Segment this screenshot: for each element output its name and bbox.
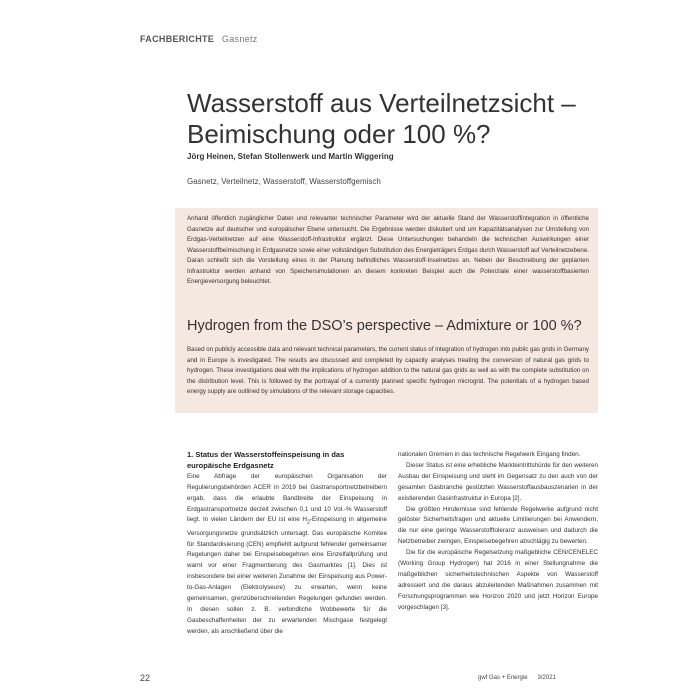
body-paragraph-3: Die größten Hindernisse sind fehlende Regelwerke aufgrund nicht gelöster Sicherheitsfragen und aktuelle Limitierungen bei Anwendern, die nur eine geringe Wasserstofftoleranz ausweisen und dadurch die Netzbetreiber zwingen, Einspeisebegehren abschlägig zu bewerten. — [398, 505, 598, 546]
body-column-right — [398, 450, 598, 614]
journal-footer — [478, 675, 556, 681]
rubric-category: FACHBERICHTE — [140, 34, 215, 44]
body-column-left — [187, 450, 387, 638]
abstract-english-title: Hydrogen from the DSO’s perspective – Admixture or 100 %? — [187, 318, 582, 334]
h2-subscript: 2 — [306, 519, 310, 526]
section-1-paragraph-1 — [187, 472, 387, 638]
article-title-line-1: Wasserstoff aus Verteilnetzsicht – — [187, 88, 576, 118]
body-paragraph-2: Dieser Status ist eine erhebliche Markteintrittshürde für den weiteren Ausbau der Einspeisung und steht im Gegensatz zu den auch von der gesamten Gasbranche gestützten Wasserstoffausbauszenarien in der existierenden Gasinfrastruktur in Europa [2]. — [398, 461, 598, 502]
section-rubric — [140, 34, 258, 44]
article-keywords: Gasnetz, Verteilnetz, Wasserstoff, Wasserstoffgemisch — [187, 177, 381, 186]
paragraph-text-b: -Einspeisung in allgemeine Versorgungsnetze grundsätzlich untersagt. Das europäische Komitee für Standardisierung (CEN) empfiehlt aufgrund fehlender gemeinsamer Regelungen daher bei Einspeisebegehren eine Einzelfallprüfung und warnt vor einer Fragmentierung des Gasmarktes [1]. Dies ist insbesondere bei einer weiteren Zunahme der Einspeisung aus Power-to-Gas-Anlagen (Elektrolyseure) zu erwarten, wenn keine gemeinsamen, grenzüberschreitenden Regelungen gefunden werden. In diesen sollen z. B. verbindliche Wobbewerte für die Gasbeschaffenheiten der zu erwartenden Mischgase festgelegt werden, als anschließend über die — [187, 516, 387, 635]
page-number: 22 — [140, 673, 151, 683]
article-title — [187, 88, 587, 150]
journal-name: gwf Gas + Energie — [478, 675, 528, 681]
article-authors: Jörg Heinen, Stefan Stollenwerk und Martin Wiggering — [187, 152, 394, 161]
paragraph-text-a: Eine Abfrage der europäischen Organisation der Regulierungsbehörden ACER in 2019 bei Gastransportnetzbetreibern ergab, dass die erlaubte Bandbreite der Einspeisung in Erdgastransportnetze derzeit zwischen 0,1 und 10 Vol.-% Wasserstoff liegt. In vielen Ländern der EU ist eine H — [187, 472, 387, 524]
article-title-line-2: Beimischung oder 100 %? — [187, 119, 491, 149]
abstract-box — [175, 208, 598, 413]
rubric-subcategory: Gasnetz — [221, 34, 258, 44]
body-paragraph-4: Die für die europäische Regelsetzung maßgebliche CEN/CENELEC (Working Group Hydrogen) hat 2016 in einer Stellungnahme die maßgeblichen sicherheitstechnischen Aspekte von Wasserstoff adressiert und die daraus abzuleitenden Maßnahmen zusammen mit Forschungsprogrammen wie Horizon 2020 und jetzt Horizon Europe vorgeschlagen [3]. — [398, 549, 598, 611]
body-paragraph-continued: nationalen Gremien in das technische Regelwerk Eingang finden. — [398, 451, 581, 458]
journal-issue: 3/2021 — [537, 675, 556, 681]
abstract-german: Anhand öffentlich zugänglicher Daten und relevanter technischer Parameter wird der aktuelle Stand der Wasserstoffintegration in öffentliche Gasnetze auf deutscher und europäischer Ebene untersucht. Die Ergebnisse werden diskutiert und um Kapazitätsanalysen zur Umstellung von Erdgas-Verteilnetzen auf eine Wasserstoff-Infrastruktur ergänzt. Diese Untersuchungen behandeln die technischen Auswirkungen einer Wasserstoffbeimischung in Erdgasnetze sowie einer vollständigen Substitution des Energieträgers Erdgas durch Wasserstoff auf Verteilnetzebene. Daran schließt sich die Vorstellung eines in der Planung befindliches Wasserstoff-Inselnetzes an. Neben der Beschreibung der geplanten Infrastruktur werden anhand von Speichersimulationen an diesem konkreten Beispiel auch die Potenziale einer wasserstoffbasierten Energieversorgung beleuchtet. — [187, 215, 589, 285]
section-1-heading: 1. Status der Wasserstoffeinspeisung in das europäische Erdgasnetz — [187, 450, 345, 470]
abstract-english: Based on publicly accessible data and relevant technical parameters, the current status of integration of hydrogen into public gas grids in Germany and in Europe is investigated. The results are discussed and completed by capacity analyses treating the conversion of natural gas grids to hydrogen. These investigations deal with the implications of hydrogen addition to the natural gas grids as well as with the complete substitution on the distribution level. This is followed by the portrayal of a currently planned specific hydrogen microgrid. The potentials of a hydrogen based energy supply are outlined by simulations of the relevant storage capacities. — [187, 346, 589, 395]
